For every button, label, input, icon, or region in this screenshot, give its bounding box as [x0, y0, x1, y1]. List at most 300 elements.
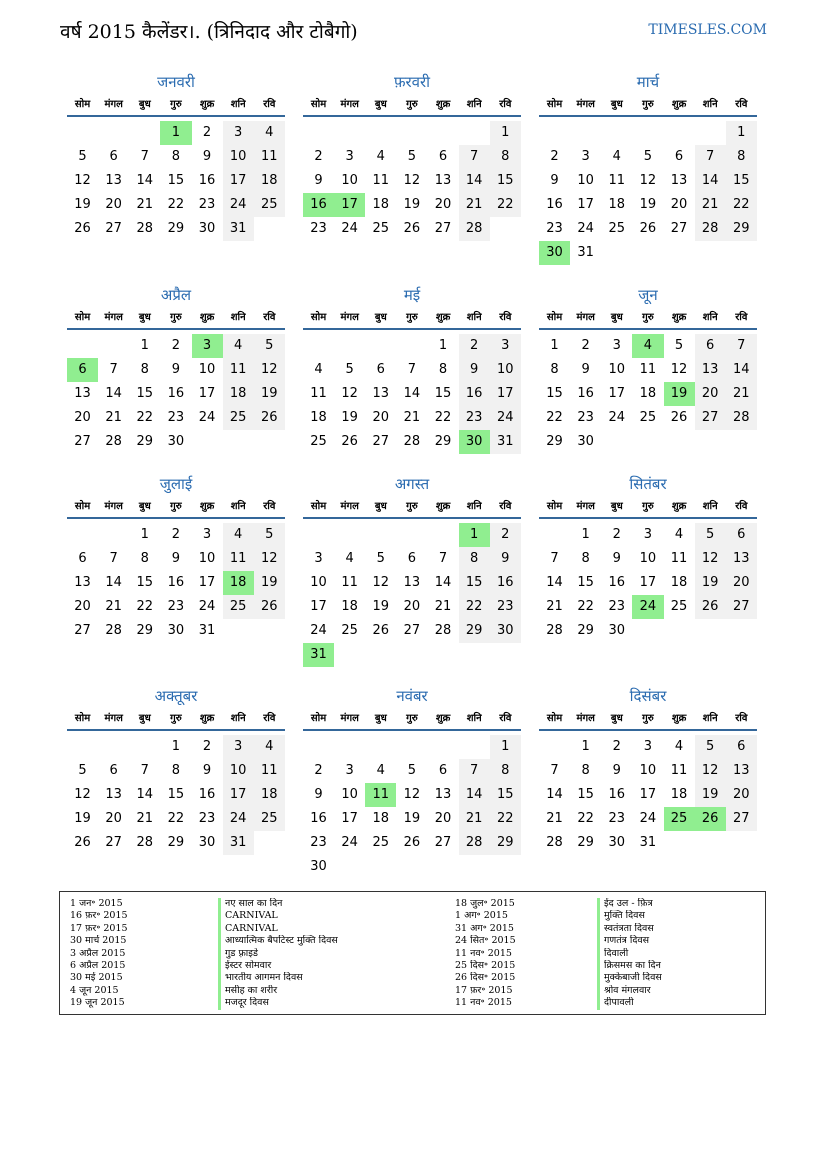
month-name: जनवरी	[157, 73, 195, 91]
day-cell: 19	[639, 197, 657, 212]
day-cell: 29	[136, 434, 154, 449]
weekday-label: गुरु	[170, 501, 182, 512]
day-cell: 25	[254, 807, 285, 831]
day-cell: 14	[459, 169, 490, 193]
day-cell: 8	[490, 759, 521, 783]
day-cell: 10	[341, 787, 358, 802]
weekday-label: मंगल	[340, 312, 359, 323]
day-cell: 18	[670, 787, 688, 802]
weekday-label: रवि	[499, 713, 512, 724]
day-cell: 8	[140, 551, 149, 566]
day-cell: 2	[612, 527, 621, 542]
day-cell: 25	[310, 434, 327, 449]
weekday-label: सोम	[310, 99, 327, 110]
day-cell: 16	[310, 811, 327, 826]
day-cell: 15	[459, 571, 490, 595]
day-cell: 4	[376, 149, 385, 164]
legend-date: 17 फ़र॰ 2015	[455, 984, 513, 996]
day-cell: 21	[726, 382, 757, 406]
weekday-label: शुक्र	[199, 501, 215, 512]
day-cell: 29	[546, 434, 563, 449]
holiday-day-cell: 18	[223, 571, 254, 595]
weekday-label: गुरु	[170, 99, 182, 110]
weekday-label: बुध	[610, 99, 623, 110]
day-cell: 18	[310, 410, 327, 425]
day-cell: 24	[341, 221, 358, 236]
day-cell: 30	[167, 623, 185, 638]
month-name: अप्रैल	[160, 286, 192, 304]
day-cell: 15	[136, 575, 154, 590]
day-cell: 11	[670, 551, 688, 566]
holiday-day-cell: 17	[334, 193, 365, 217]
legend-date: 3 अप्रैल 2015	[70, 947, 126, 959]
day-cell: 13	[670, 173, 688, 188]
day-cell: 15	[577, 787, 594, 802]
day-cell: 11	[341, 575, 358, 590]
day-cell: 26	[254, 595, 285, 619]
day-cell: 1	[140, 338, 149, 353]
day-cell: 11	[310, 386, 327, 401]
legend-date: 18 जुल॰ 2015	[455, 898, 515, 909]
weekday-label: बुध	[374, 312, 387, 323]
day-cell: 18	[372, 197, 390, 212]
day-cell: 8	[438, 362, 448, 377]
empty-cell	[664, 121, 695, 145]
day-cell: 13	[372, 386, 390, 401]
day-grid	[67, 523, 285, 643]
day-cell: 25	[372, 221, 390, 236]
day-cell: 14	[105, 575, 122, 590]
day-cell: 2	[171, 527, 181, 542]
legend-date: 31 अग॰ 2015	[455, 922, 514, 934]
day-cell: 18	[254, 783, 285, 807]
weekday-label: मंगल	[576, 713, 595, 724]
day-cell: 26	[695, 595, 726, 619]
month-block	[303, 687, 521, 879]
day-cell: 15	[577, 575, 594, 590]
day-cell: 21	[546, 599, 563, 614]
day-cell: 9	[612, 551, 621, 566]
empty-cell	[365, 523, 396, 547]
day-cell: 1	[581, 739, 590, 754]
day-cell: 20	[372, 410, 390, 425]
holiday-day-cell: 24	[632, 595, 663, 619]
day-cell: 30	[167, 434, 185, 449]
day-cell: 27	[105, 835, 122, 850]
day-cell: 21	[136, 811, 154, 826]
day-cell: 5	[345, 362, 354, 377]
day-cell: 20	[403, 599, 421, 614]
day-cell: 7	[695, 145, 726, 169]
weekday-label: शुक्र	[199, 713, 215, 724]
day-cell: 12	[695, 759, 726, 783]
day-cell: 21	[459, 807, 490, 831]
day-cell: 27	[74, 434, 91, 449]
day-cell: 13	[434, 787, 452, 802]
month-block	[67, 286, 285, 454]
empty-cell	[695, 121, 726, 145]
day-cell: 16	[167, 386, 185, 401]
empty-cell	[396, 121, 427, 145]
day-cell: 27	[726, 807, 757, 831]
weekday-label: सोम	[310, 501, 327, 512]
day-cell: 29	[434, 434, 452, 449]
weekday-label: शनि	[466, 99, 482, 110]
legend-left-dates	[70, 898, 220, 1010]
day-cell: 2	[314, 149, 323, 164]
day-cell: 27	[403, 623, 421, 638]
day-cell: 28	[136, 221, 154, 236]
day-cell: 16	[459, 382, 490, 406]
day-cell: 29	[136, 623, 154, 638]
empty-cell	[459, 121, 490, 145]
day-cell: 10	[341, 173, 358, 188]
day-cell: 23	[546, 221, 563, 236]
empty-cell	[570, 121, 601, 145]
day-cell: 6	[407, 551, 417, 566]
day-grid	[67, 334, 285, 454]
day-cell: 7	[140, 763, 149, 778]
day-cell: 12	[254, 547, 285, 571]
day-cell: 10	[490, 358, 521, 382]
day-cell: 30	[310, 859, 327, 874]
day-cell: 24	[608, 410, 626, 425]
day-cell: 23	[198, 811, 216, 826]
day-cell: 9	[171, 362, 181, 377]
day-cell: 4	[254, 121, 285, 145]
legend-date: 25 दिस॰ 2015	[455, 960, 516, 972]
day-cell: 5	[695, 523, 726, 547]
day-cell: 30	[608, 623, 626, 638]
day-cell: 12	[670, 362, 688, 377]
day-cell: 23	[310, 835, 327, 850]
day-cell: 27	[74, 623, 91, 638]
day-cell: 8	[581, 763, 590, 778]
weekday-label: बुध	[374, 713, 387, 724]
day-grid	[539, 121, 757, 265]
weekday-label: गुरु	[406, 501, 418, 512]
day-cell: 8	[726, 145, 757, 169]
day-cell: 14	[546, 787, 563, 802]
day-cell: 10	[639, 551, 657, 566]
day-cell: 21	[695, 193, 726, 217]
day-cell: 1	[581, 527, 590, 542]
day-cell: 3	[202, 527, 212, 542]
weekday-label: शनि	[702, 501, 718, 512]
day-cell: 27	[670, 221, 688, 236]
weekday-header	[303, 497, 521, 519]
weekday-label: शनि	[466, 501, 482, 512]
day-cell: 21	[546, 811, 563, 826]
legend-holiday-name: CARNIVAL	[225, 922, 278, 934]
month-name: फ़रवरी	[393, 73, 431, 91]
day-cell: 28	[726, 406, 757, 430]
day-cell: 22	[136, 410, 154, 425]
weekday-label: शुक्र	[671, 501, 687, 512]
day-cell: 3	[345, 149, 354, 164]
day-cell: 7	[109, 551, 118, 566]
weekday-label: मंगल	[576, 99, 595, 110]
weekday-header	[67, 497, 285, 519]
day-cell: 31	[490, 430, 521, 454]
empty-cell	[334, 121, 365, 145]
day-cell: 4	[674, 739, 684, 754]
empty-cell	[67, 334, 98, 358]
day-cell: 16	[577, 386, 594, 401]
weekday-label: रवि	[263, 501, 276, 512]
page-title: वर्ष 2015 कैलेंडर।. (त्रिनिदाद और टोबैगो)	[60, 21, 358, 43]
day-cell: 4	[223, 523, 254, 547]
weekday-label: शनि	[466, 312, 482, 323]
day-cell: 15	[490, 783, 521, 807]
month-name: अगस्त	[394, 475, 430, 493]
day-cell: 6	[109, 149, 118, 164]
month-name: मई	[403, 286, 421, 304]
weekday-label: शनि	[230, 312, 246, 323]
day-cell: 13	[726, 547, 757, 571]
empty-cell	[601, 121, 632, 145]
day-cell: 17	[639, 787, 657, 802]
day-cell: 19	[74, 811, 91, 826]
day-cell: 18	[639, 386, 657, 401]
holiday-day-cell: 16	[303, 193, 334, 217]
day-cell: 7	[438, 551, 448, 566]
holiday-day-cell: 30	[539, 241, 570, 265]
day-cell: 26	[670, 410, 688, 425]
legend-date: 19 जून 2015	[70, 997, 125, 1009]
day-cell: 9	[314, 787, 323, 802]
day-cell: 6	[674, 149, 684, 164]
day-cell: 24	[490, 406, 521, 430]
day-cell: 2	[612, 739, 621, 754]
empty-cell	[129, 121, 160, 145]
legend-date: 1 अग॰ 2015	[455, 910, 508, 922]
day-cell: 21	[105, 599, 122, 614]
day-cell: 22	[726, 193, 757, 217]
day-cell: 10	[198, 551, 216, 566]
day-cell: 19	[254, 571, 285, 595]
legend-date: 11 नव॰ 2015	[455, 947, 512, 959]
weekday-label: रवि	[499, 312, 512, 323]
day-cell: 5	[254, 523, 285, 547]
day-cell: 23	[490, 595, 521, 619]
day-cell: 25	[670, 599, 688, 614]
holiday-day-cell: 1	[459, 523, 490, 547]
day-cell: 8	[581, 551, 590, 566]
weekday-label: शुक्र	[435, 99, 451, 110]
day-cell: 12	[372, 575, 390, 590]
day-cell: 4	[314, 362, 323, 377]
day-cell: 7	[459, 759, 490, 783]
day-cell: 31	[223, 831, 254, 855]
day-cell: 22	[167, 197, 185, 212]
empty-cell	[67, 735, 98, 759]
day-cell: 27	[105, 221, 122, 236]
month-name: नवंबर	[396, 687, 428, 705]
day-cell: 19	[695, 783, 726, 807]
weekday-header	[67, 95, 285, 117]
empty-cell	[303, 523, 334, 547]
day-cell: 20	[726, 571, 757, 595]
weekday-header	[303, 709, 521, 731]
day-cell: 25	[341, 623, 358, 638]
day-cell: 20	[434, 197, 452, 212]
empty-cell	[334, 735, 365, 759]
month-block	[539, 286, 757, 454]
day-cell: 18	[608, 197, 626, 212]
weekday-label: मंगल	[104, 99, 123, 110]
weekday-header	[539, 95, 757, 117]
legend-holiday-name: CARNIVAL	[225, 910, 278, 922]
day-cell: 3	[223, 121, 254, 145]
month-name: सितंबर	[629, 475, 667, 493]
empty-cell	[334, 334, 365, 358]
weekday-label: बुध	[138, 99, 151, 110]
legend-date: 16 फ़र॰ 2015	[70, 910, 128, 922]
weekday-label: मंगल	[104, 713, 123, 724]
legend-left-names	[218, 898, 425, 1010]
legend-date: 11 नव॰ 2015	[455, 997, 512, 1009]
day-cell: 1	[726, 121, 757, 145]
day-cell: 15	[490, 169, 521, 193]
day-cell: 13	[434, 173, 452, 188]
weekday-label: रवि	[735, 99, 748, 110]
weekday-label: मंगल	[340, 501, 359, 512]
legend-holiday-name: आध्यात्मिक बैपटिस्ट मुक्ति दिवस	[225, 935, 338, 947]
weekday-label: सोम	[74, 713, 91, 724]
day-cell: 20	[105, 197, 122, 212]
weekday-label: मंगल	[104, 312, 123, 323]
day-grid	[539, 735, 757, 855]
day-cell: 29	[577, 623, 594, 638]
day-cell: 2	[202, 125, 212, 140]
weekday-label: शनि	[230, 99, 246, 110]
holiday-day-cell: 31	[303, 643, 334, 667]
day-cell: 3	[345, 763, 354, 778]
day-cell: 4	[345, 551, 354, 566]
day-cell: 25	[223, 406, 254, 430]
weekday-label: रवि	[735, 713, 748, 724]
day-cell: 12	[639, 173, 657, 188]
empty-cell	[396, 735, 427, 759]
site-link[interactable]: TIMESLES.COM	[648, 22, 767, 38]
day-cell: 28	[546, 623, 563, 638]
day-cell: 10	[223, 759, 254, 783]
day-cell: 2	[171, 338, 181, 353]
day-cell: 21	[403, 410, 421, 425]
day-cell: 2	[459, 334, 490, 358]
day-cell: 25	[639, 410, 657, 425]
day-cell: 14	[136, 787, 154, 802]
day-cell: 8	[171, 149, 181, 164]
weekday-header	[303, 308, 521, 330]
weekday-label: बुध	[374, 501, 387, 512]
weekday-label: शुक्र	[671, 99, 687, 110]
day-cell: 14	[546, 575, 563, 590]
month-block	[303, 286, 521, 454]
day-cell: 3	[490, 334, 521, 358]
day-cell: 14	[695, 169, 726, 193]
day-cell: 9	[314, 173, 323, 188]
empty-cell	[98, 121, 129, 145]
weekday-header	[303, 95, 521, 117]
day-cell: 6	[109, 763, 118, 778]
month-block	[303, 475, 521, 667]
day-cell: 9	[459, 358, 490, 382]
weekday-header	[539, 308, 757, 330]
day-cell: 5	[78, 763, 87, 778]
day-cell: 30	[198, 221, 216, 236]
day-cell: 7	[550, 551, 559, 566]
month-name: जून	[638, 286, 658, 304]
day-cell: 13	[74, 575, 91, 590]
day-cell: 8	[459, 547, 490, 571]
day-cell: 24	[341, 835, 358, 850]
day-cell: 23	[608, 599, 626, 614]
day-cell: 14	[459, 783, 490, 807]
day-cell: 28	[459, 831, 490, 855]
month-block	[67, 687, 285, 855]
month-block	[539, 73, 757, 265]
weekday-label: शुक्र	[435, 501, 451, 512]
weekday-label: बुध	[138, 501, 151, 512]
legend-holiday-name: मुक्केबाजी दिवस	[604, 972, 662, 984]
day-cell: 23	[608, 811, 626, 826]
day-cell: 16	[490, 571, 521, 595]
day-cell: 1	[171, 739, 181, 754]
day-grid	[539, 334, 757, 454]
day-cell: 7	[726, 334, 757, 358]
legend-date: 4 जून 2015	[70, 984, 119, 996]
weekday-label: मंगल	[340, 713, 359, 724]
day-grid	[303, 523, 521, 667]
weekday-label: शनि	[702, 713, 718, 724]
day-cell: 24	[223, 807, 254, 831]
weekday-header	[539, 497, 757, 519]
day-cell: 11	[670, 763, 688, 778]
weekday-label: गुरु	[170, 713, 182, 724]
day-cell: 31	[223, 217, 254, 241]
day-cell: 21	[136, 197, 154, 212]
month-block	[539, 475, 757, 643]
day-cell: 19	[403, 811, 421, 826]
day-cell: 22	[490, 193, 521, 217]
day-cell: 4	[674, 527, 684, 542]
day-cell: 22	[459, 595, 490, 619]
day-cell: 31	[639, 835, 657, 850]
day-cell: 11	[639, 362, 657, 377]
empty-cell	[539, 121, 570, 145]
day-cell: 28	[105, 623, 122, 638]
day-cell: 16	[167, 575, 185, 590]
day-cell: 27	[726, 595, 757, 619]
legend-holiday-name: ईद उल - फ़ित्र	[604, 898, 653, 909]
day-cell: 8	[171, 763, 181, 778]
day-cell: 9	[171, 551, 181, 566]
legend-holiday-name: ईस्टर सोमवार	[225, 960, 272, 972]
day-cell: 25	[608, 221, 626, 236]
day-cell: 9	[202, 763, 212, 778]
weekday-label: बुध	[610, 501, 623, 512]
day-cell: 23	[198, 197, 216, 212]
weekday-label: गुरु	[642, 501, 654, 512]
empty-cell	[396, 523, 427, 547]
holiday-day-cell: 3	[192, 334, 223, 358]
day-cell: 22	[167, 811, 185, 826]
empty-cell	[98, 334, 129, 358]
holiday-day-cell: 25	[664, 807, 695, 831]
day-cell: 31	[577, 245, 594, 260]
